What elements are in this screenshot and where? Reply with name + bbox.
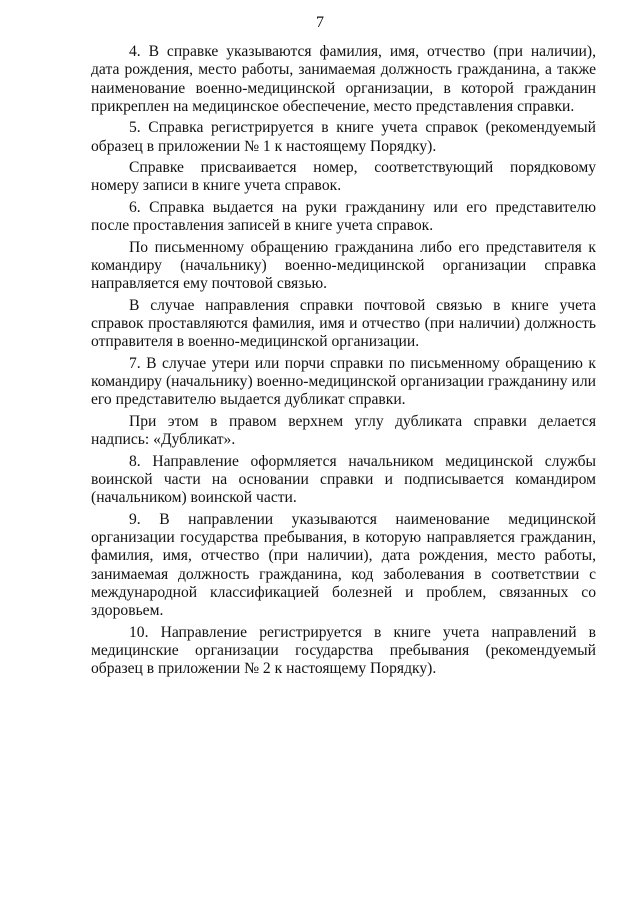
- paragraph-item-8: 8. Направление оформляется начальником медицинской службы воинской части на основании справки и подписывается командиром (начальником) воинской части.: [91, 452, 596, 507]
- document-body: [91, 43, 596, 682]
- paragraph-postal-registration: В случае направления справки почтовой связью в книге учета справок проставляются фамилия, имя и отчество (при наличии) должность отправителя в военно-медицинской организации.: [91, 296, 596, 351]
- paragraph-duplicate-mark: При этом в правом верхнем углу дубликата справки делается надпись: «Дубликат».: [91, 412, 596, 449]
- page-number: 7: [316, 14, 324, 31]
- paragraph-item-7: 7. В случае утери или порчи справки по письменному обращению к командиру (начальнику) военно-медицинской организации гражданину или его представителю выдается дубликат справки.: [91, 354, 596, 409]
- paragraph-postal-request: По письменному обращению гражданина либо его представителя к командиру (начальнику) военно-медицинской организации справка направляется ему почтовой связью.: [91, 238, 596, 293]
- paragraph-item-9: 9. В направлении указываются наименование медицинской организации государства пребывания, в которую направляется гражданин, фамилия, имя, отчество (при наличии), дата рождения, место работы, занимаемая должность гражданина, код заболевания в соответствии с международной классификацией болезней и проблем, связанных со здоровьем.: [91, 510, 596, 620]
- paragraph-item-4: 4. В справке указываются фамилия, имя, отчество (при наличии), дата рождения, место работы, занимаемая должность гражданина, а также наименование военно-медицинской организации, в которой гражданин прикреплен на медицинское обеспечение, место представления справки.: [91, 43, 596, 115]
- paragraph-item-6: 6. Справка выдается на руки гражданину или его представителю после проставления записей в книге учета справок.: [91, 198, 596, 235]
- paragraph-item-5: 5. Справка регистрируется в книге учета справок (рекомендуемый образец в приложении № 1 к настоящему Порядку).: [91, 119, 596, 155]
- paragraph-numbering-note: Справке присваивается номер, соответствующий порядковому номеру записи в книге учета справок.: [91, 159, 596, 195]
- paragraph-item-10: 10. Направление регистрируется в книге учета направлений в медицинские организации государства пребывания (рекомендуемый образец в приложении № 2 к настоящему Порядку).: [91, 623, 596, 678]
